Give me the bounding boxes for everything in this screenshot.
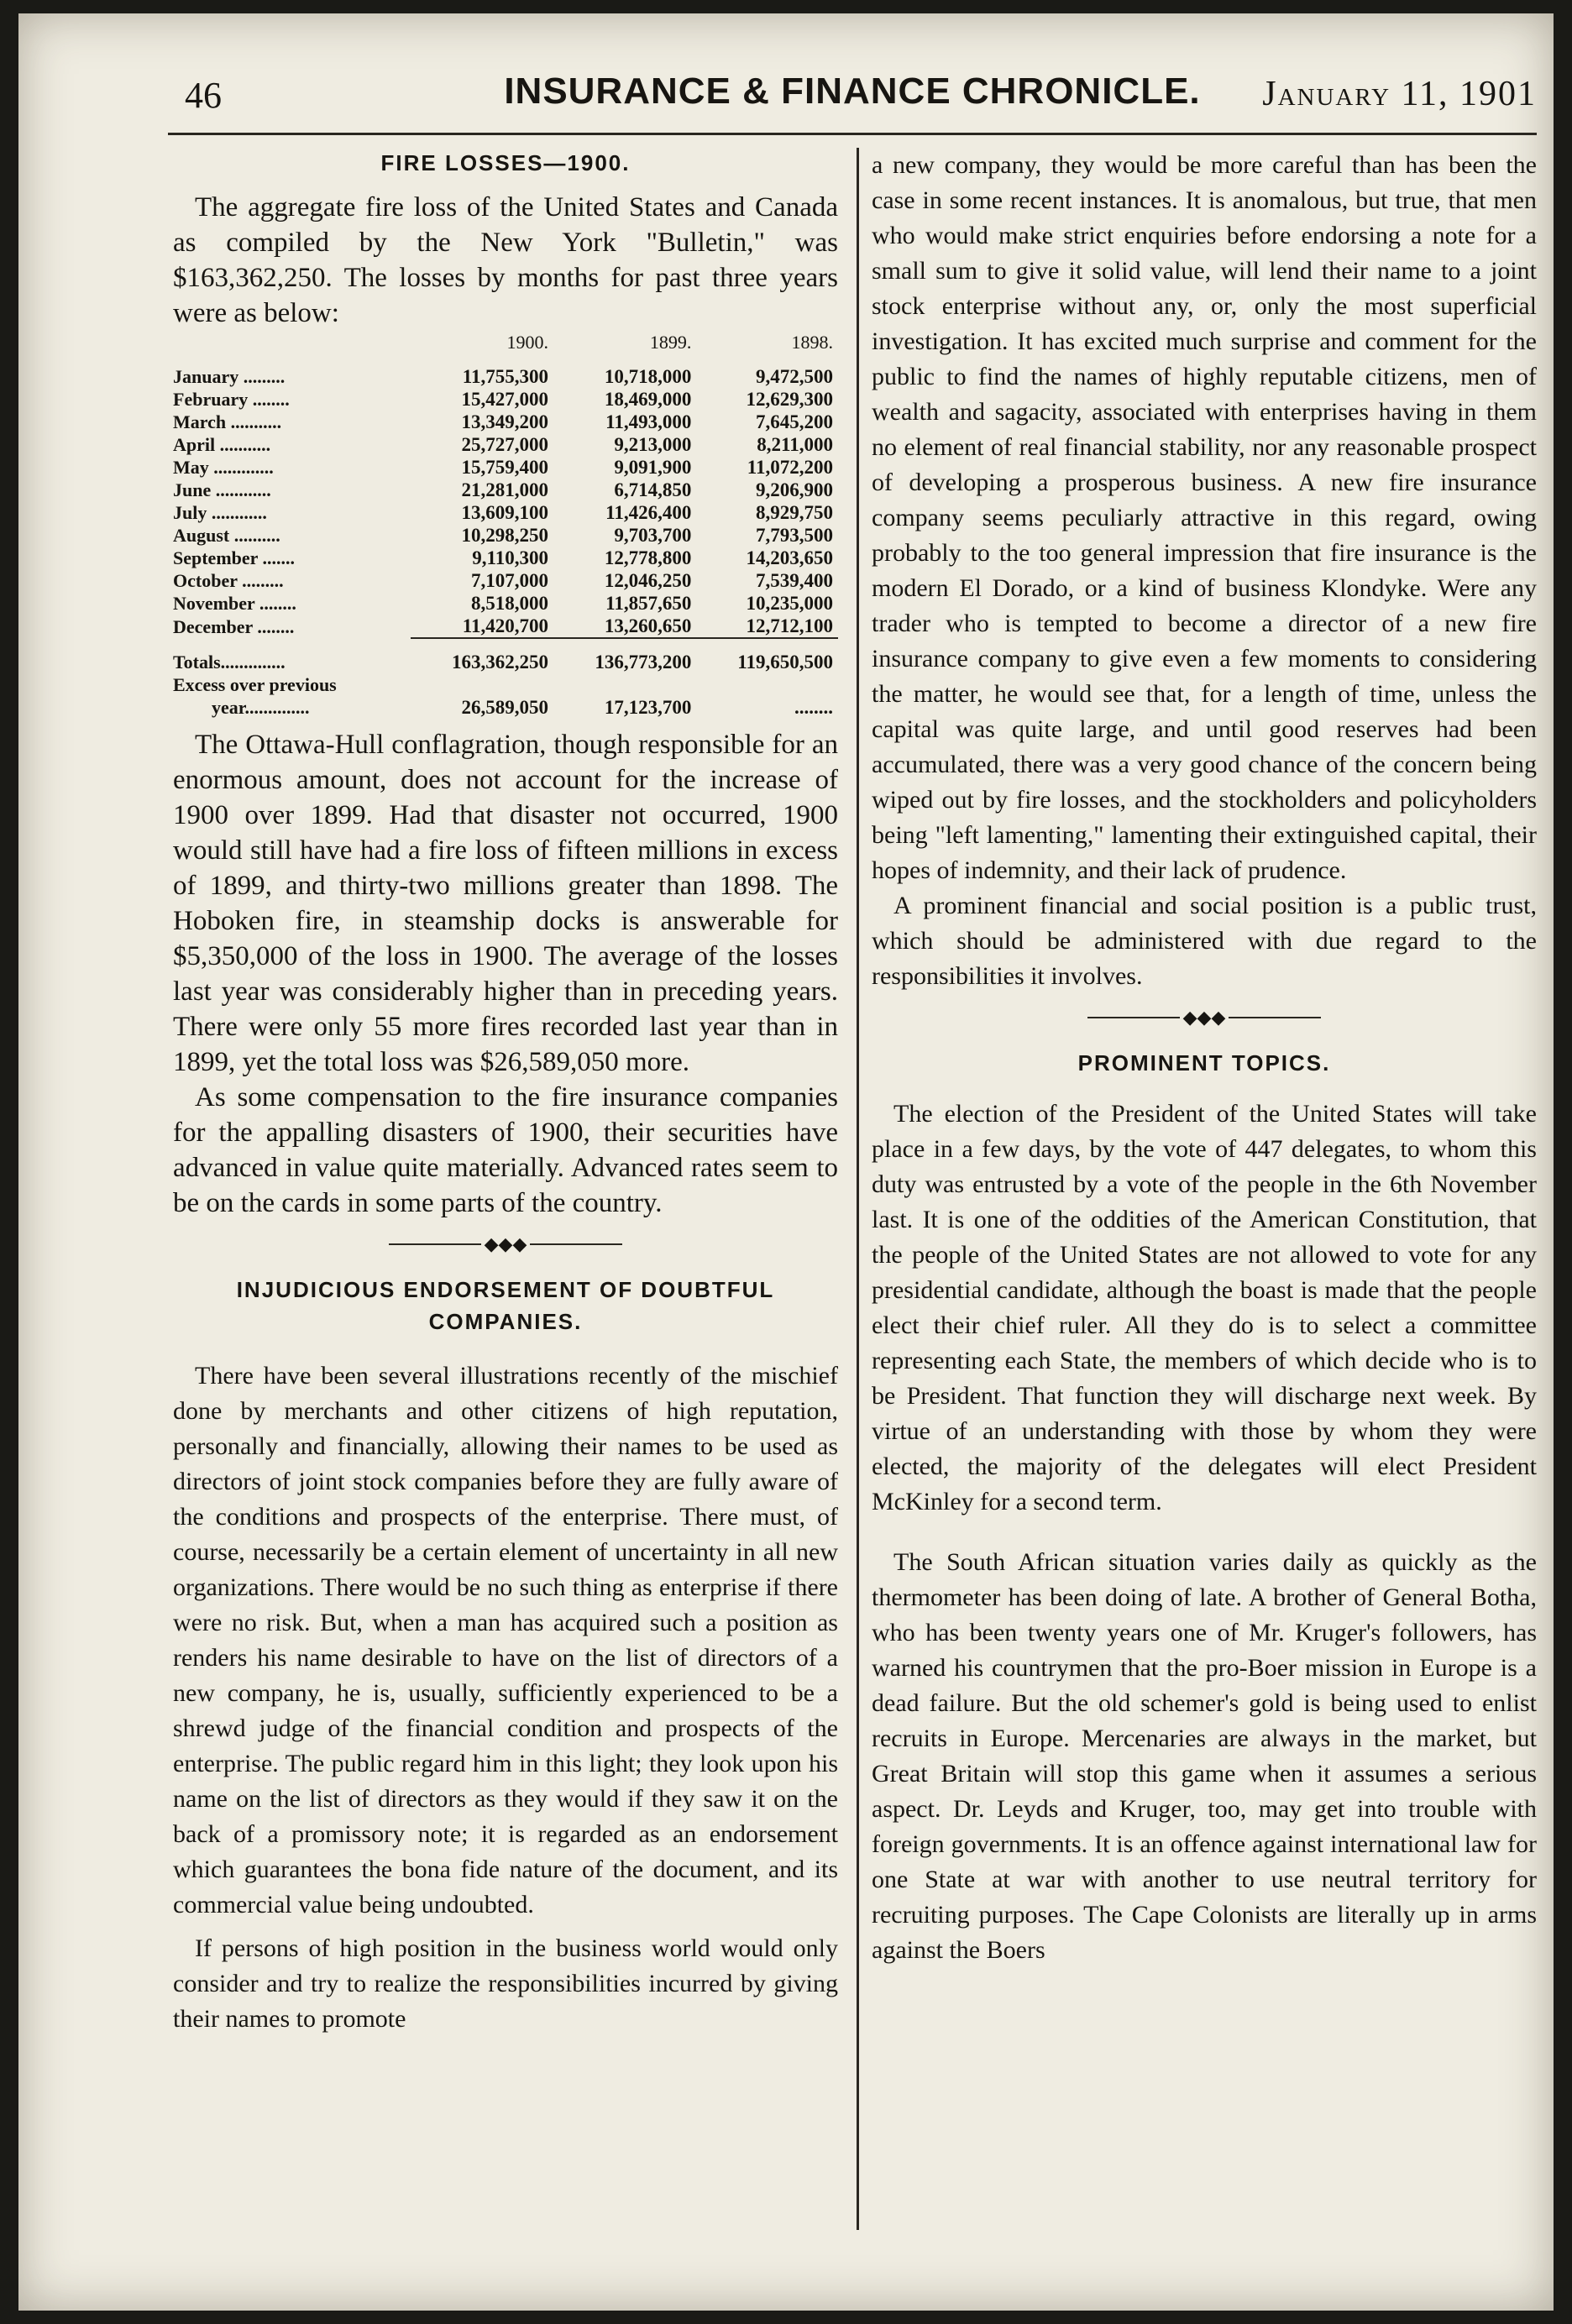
table-cell: 25,727,000 <box>461 434 549 455</box>
table-row <box>173 411 838 433</box>
newspaper-page <box>18 13 1554 2311</box>
table-cell: 11,426,400 <box>605 502 692 523</box>
table-cell: 9,110,300 <box>472 547 549 568</box>
table-cell: 9,703,700 <box>614 525 692 546</box>
table-cell: 26,589,050 <box>461 697 549 718</box>
table-cell: 15,427,000 <box>461 389 549 410</box>
endorsement-continued-paragraph: A prominent financial and social position is a public trust, which should be administered with due regard to the responsibilities it involves. <box>872 892 1537 990</box>
endorsement-paragraph: There have been several illustrations recently of the mischief done by merchants and other citizens of high reputation, personally and financially, allowing their names to be used as directors of joint stock companies before they are fully aware of the conditions and prospects of the enterprise. There must, of course, necessarily be a certain element of uncertainty in all new organizations. There would be no such thing as enterprise if there were no risk. But, when a man has acquired such a position as renders his name desirable to have on the list of directors of a new company, he is, usually, sufficiently experienced to be a shrewd judge of the financial condition and prospects of the enterprise. The public regard him in this light; they look upon his name on the list of directors as they would if they saw it on the back of a promissory note; it is regarded as an endorsement which guarantees the bona fide nature of the document, and its commercial value being undoubted. <box>173 1362 838 1918</box>
month-label: July ............ <box>173 502 267 523</box>
month-label: September ....... <box>173 547 296 568</box>
table-cell: 10,298,250 <box>461 525 549 546</box>
section-ornament: ◆◆◆ <box>872 1009 1537 1026</box>
fire-losses-heading: FIRE LOSSES—1900. <box>380 150 631 175</box>
table-row <box>173 456 838 479</box>
table-cell: 11,493,000 <box>605 411 692 432</box>
table-footer <box>173 638 838 719</box>
month-label: October ......... <box>173 570 284 591</box>
table-cell: ........ <box>794 697 833 718</box>
month-label: January ......... <box>173 366 286 387</box>
month-label: December ........ <box>173 615 295 637</box>
month-label: May ............. <box>173 457 274 478</box>
endorsement-paragraph: If persons of high position in the business world would only consider and try to realize the responsibilities incurred by giving their names to promote <box>173 1934 838 2033</box>
table-body <box>173 365 838 638</box>
table-cell: 6,714,850 <box>614 479 692 500</box>
prominent-topics-heading: PROMINENT TOPICS. <box>1077 1050 1331 1076</box>
table-cell: 163,362,250 <box>411 638 553 673</box>
table-cell: 119,650,500 <box>696 638 838 673</box>
column-header: 1898. <box>791 332 833 353</box>
month-column-header <box>173 331 411 365</box>
excess-row <box>173 696 838 719</box>
fire-losses-intro: The aggregate fire loss of the United States and Canada as compiled by the New York "Bulletin," was $163,362,250. The losses by months for past three years were as below: <box>173 192 838 328</box>
right-column <box>872 148 1537 2297</box>
publication-title: INSURANCE & FINANCE CHRONICLE. <box>504 71 1201 112</box>
table-cell: 8,211,000 <box>757 434 833 455</box>
fire-losses-paragraph: As some compensation to the fire insurance companies for the appalling disasters of 1900, their securities have advanced in value quite materially. Advanced rates seem to be on the cards in some parts of the country. <box>173 1082 838 1218</box>
month-label: February ........ <box>173 389 290 410</box>
table-cell: 9,206,900 <box>756 479 833 500</box>
table-cell: 21,281,000 <box>461 479 549 500</box>
table-row <box>173 615 838 638</box>
table-cell: 7,793,500 <box>756 525 833 546</box>
page-number: 46 <box>185 75 222 116</box>
table-cell: 7,107,000 <box>471 570 549 591</box>
fire-losses-paragraph: The Ottawa-Hull conflagration, though responsible for an enormous amount, does not account for the increase of 1900 over 1899. Had that disaster not occurred, 1900 would still have had a fire loss of fifteen millions in excess of 1899, and thirty-two millions greater than 1898. The Hoboken fire, in steamship docks is answerable for $5,350,000 of the loss in 1900. The average of the losses last year was considerably higher than in preceding years. There were only 55 more fires recorded last year than in 1899, yet the total loss was $26,589,050 more. <box>173 730 838 1077</box>
excess-label-row <box>173 673 838 696</box>
month-label: November ........ <box>173 593 296 614</box>
endorsement-continued-paragraph: a new company, they would be more careful than has been the case in some recent instances. It is anomalous, but true, that men who would make strict enquiries before endorsing a note for a small sum to give it solid value, will lend their name to a joint stock enterprise without any, or, only the most superficial investigation. It has excited much surprise and comment for the public to find the names of highly reputable citizens, men of wealth and sagacity, associated with enterprises having in them no element of real financial stability, nor any reasonable prospect of developing a prosperous business. A new fire insurance company seems peculiarly attractive in this regard, owing probably to the too general impression that fire insurance is the modern El Dorado, or a kind of business Klondyke. Were any trader who is tempted to become a director of a new fire insurance company to give even a few moments to considering the matter, he would see that, for a length of time, unless the capital was quite large, and until good reserves had been accumulated, there was a very good chance of the concern being wiped out by fire losses, and the stockholders and policyholders being "left lamenting," lamenting their extinguished capital, their hopes of indemnity, and their lack of prudence. <box>872 151 1537 884</box>
issue-date: January 11, 1901 <box>1262 75 1537 113</box>
table-cell: 11,857,650 <box>605 593 692 614</box>
table-cell: 13,609,100 <box>461 502 549 523</box>
table-row <box>173 365 838 388</box>
topics-paragraph: The South African situation varies daily as quickly as the thermometer has been doing of late. A brother of General Botha, who has been twenty years one of Mr. Kruger's followers, has warned his countrymen that the pro-Boer mission in Europe is a dead failure. But the old schemer's gold is being used to enlist recruits in Europe. Mercenaries are always in the market, but Great Britain will stop this game when it assumes a serious aspect. Dr. Leyds and Kruger, too, may get into trouble with foreign governments. It is an offence against international law for one State at war with another to use neutral territory for recruiting purposes. The Cape Colonists are literally up in arms against the Boers <box>872 1548 1537 1964</box>
table-row <box>173 433 838 456</box>
table-cell: 13,349,200 <box>461 411 549 432</box>
endorsement-heading: INJUDICIOUS ENDORSEMENT OF DOUBTFUL <box>236 1277 775 1302</box>
endorsement-heading-line2: COMPANIES. <box>428 1309 583 1334</box>
table-cell: 10,718,000 <box>604 366 692 387</box>
table-row <box>173 524 838 547</box>
table-cell: 12,778,800 <box>604 547 692 568</box>
table-cell: 8,518,000 <box>471 593 549 614</box>
table-cell: 11,755,300 <box>462 366 549 387</box>
month-label: June ............ <box>173 479 271 500</box>
month-label: April ........... <box>173 434 271 455</box>
month-label: August .......... <box>173 525 280 546</box>
table-cell: 11,420,700 <box>462 615 549 636</box>
excess-label: Excess over previous <box>173 674 337 695</box>
table-cell: 11,072,200 <box>747 457 833 478</box>
table-row <box>173 479 838 501</box>
table-cell: 9,213,000 <box>614 434 692 455</box>
fire-losses-table <box>173 331 838 719</box>
table-header-row <box>173 331 838 365</box>
topics-paragraph: The election of the President of the United States will take place in a few days, by the vote of 447 delegates, to whom this duty was entrusted by a vote of the people in the 6th November last. It is one of the oddities of the American Constitution, that the people of the United States are not allowed to vote for any presidential candidate, although the boast is made that the people elect their chief ruler. All they do is to select a committee representing each State, the members of which decide who is to be President. That function they will discharge next week. By virtue of an understanding with those by whom they were elected, the majority of the delegates will elect President McKinley for a second term. <box>872 1100 1537 1515</box>
table-cell: 9,091,900 <box>614 457 692 478</box>
table-row <box>173 388 838 411</box>
table-row <box>173 501 838 524</box>
month-label: March ........... <box>173 411 282 432</box>
table-cell: 12,629,300 <box>746 389 833 410</box>
table-row <box>173 592 838 615</box>
column-header: 1900. <box>506 332 549 353</box>
column-divider <box>857 148 859 2230</box>
table-cell: 136,773,200 <box>553 638 696 673</box>
totals-label: Totals.............. <box>173 651 286 673</box>
table-cell: 14,203,650 <box>746 547 833 568</box>
table-row <box>173 547 838 569</box>
table-cell: 7,539,400 <box>756 570 833 591</box>
table-cell: 17,123,700 <box>604 697 692 718</box>
table-cell: 9,472,500 <box>756 366 833 387</box>
table-cell: 15,759,400 <box>461 457 549 478</box>
table-cell: 12,712,100 <box>746 615 833 636</box>
table-cell: 18,469,000 <box>604 389 692 410</box>
column-header: 1899. <box>649 332 692 353</box>
section-ornament: ◆◆◆ <box>173 1236 838 1253</box>
table-row <box>173 569 838 592</box>
page-header <box>168 65 1537 135</box>
table-cell: 12,046,250 <box>604 570 692 591</box>
table-cell: 13,260,650 <box>604 615 692 636</box>
excess-label-year: year.............. <box>212 697 310 718</box>
table-cell: 8,929,750 <box>756 502 833 523</box>
totals-row <box>173 638 838 673</box>
left-column <box>173 148 838 2297</box>
table-cell: 10,235,000 <box>746 593 833 614</box>
table-cell: 7,645,200 <box>756 411 833 432</box>
